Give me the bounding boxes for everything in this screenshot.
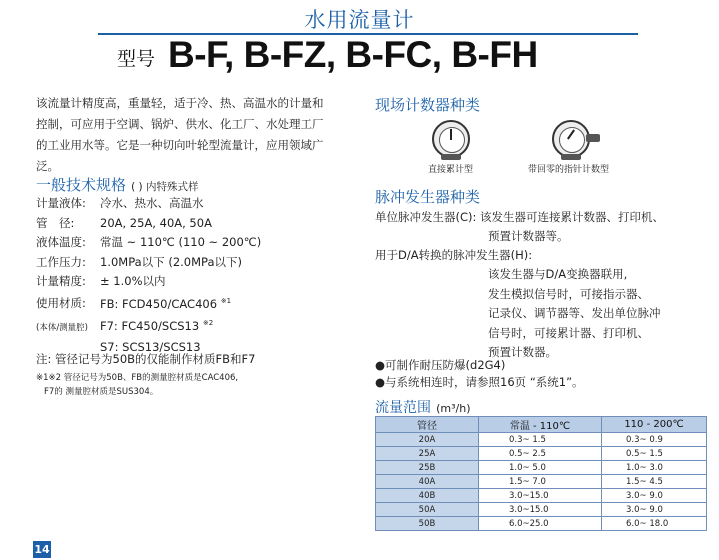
table-row (376, 461, 707, 475)
spec-value: FB: FCD450/CAC406 (100, 296, 218, 311)
model-prefix: 型号 (117, 48, 156, 70)
spec-row (36, 272, 261, 292)
table-cell: 40B (376, 489, 479, 503)
spec-label: (本体/测量腔) (36, 322, 88, 333)
flow-heading-row (375, 397, 470, 417)
spec-label: 管 径: (36, 215, 75, 230)
table-cell: 1.0~ 3.0 (602, 461, 707, 475)
table-header: 常温 - 110℃ (479, 417, 602, 433)
spec-row (36, 194, 261, 214)
intro-line: 该流量计精度高，重量轻，适于冷、热、高温水的计量和 (36, 96, 324, 110)
intro-line: 的工业用水等。它是一种切向叶轮型流量计，应用领域广 (36, 138, 324, 152)
reset-pointer-gauge-icon (550, 120, 606, 160)
table-cell: 50A (376, 503, 479, 517)
intro-paragraph (36, 93, 348, 177)
table-cell: 25B (376, 461, 479, 475)
table-cell: 0.5~ 2.5 (479, 447, 602, 461)
table-cell: 25A (376, 447, 479, 461)
table-row (376, 517, 707, 531)
table-cell: 3.0~ 9.0 (602, 489, 707, 503)
table-cell: 6.0~25.0 (479, 517, 602, 531)
spec-label: 工作压力: (36, 254, 86, 269)
pulse-bullet: ●与系统相连时，请参照16页 “系统1”。 (375, 375, 584, 389)
page-title: 水用流量计 (304, 8, 415, 32)
spec-row (36, 233, 261, 253)
spec-label: 使用材质: (36, 296, 86, 311)
spec-value: 常温 ~ 110℃ (110 ~ 200℃) (100, 235, 262, 249)
specs-heading: 一般技术规格 (36, 176, 127, 194)
pulse-da-line: 该发生器与D/A变换器联用, (488, 267, 628, 281)
specs-heading-row (36, 174, 198, 195)
table-row (376, 475, 707, 489)
table-header: 管径 (376, 417, 479, 433)
spec-row (36, 214, 261, 234)
pulse-unit-text: 该发生器可连接累计数器、打印机、 (480, 210, 665, 224)
table-header: 110 - 200℃ (602, 417, 707, 433)
spec-value: 20A, 25A, 40A, 50A (100, 215, 212, 230)
pulse-unit-title: 单位脉冲发生器(C): (375, 210, 477, 224)
specs-footnote: F7的 测量腔材质是SUS304。 (44, 387, 159, 397)
pulse-bullet: ●可制作耐压防爆(d2G4) (375, 358, 506, 372)
specs-heading-note: ( ) 内特殊式样 (131, 181, 199, 193)
pulse-heading: 脉冲发生器种类 (375, 188, 481, 206)
flow-unit: (m³/h) (436, 402, 471, 415)
model-name: B-F, B-FZ, B-FC, B-FH (168, 34, 538, 75)
table-cell: 1.5~ 7.0 (479, 475, 602, 489)
table-cell: 3.0~ 9.0 (602, 503, 707, 517)
table-header-row (376, 417, 707, 433)
spec-value: F7: FC450/SCS13 (100, 318, 200, 333)
spec-label: 计量精度: (36, 274, 86, 288)
table-row (376, 489, 707, 503)
intro-line: 泛。 (36, 159, 59, 173)
footnote-mark: ※2 (202, 318, 214, 327)
table-cell: 0.5~ 1.5 (602, 447, 707, 461)
pulse-da-text (488, 265, 661, 363)
table-cell: 3.0~15.0 (479, 489, 602, 503)
pulse-da-line: 记录仪、调节器等、发出单位脉冲 (488, 306, 661, 320)
pulse-da-label: 用于D/A转换的脉冲发生器(H): (375, 248, 533, 262)
spec-row (36, 253, 261, 273)
spec-label: 计量液体: (36, 196, 86, 210)
spec-row (36, 292, 261, 314)
direct-totalizer-gauge-icon (432, 120, 470, 160)
table-cell: 6.0~ 18.0 (602, 517, 707, 531)
footnote-mark: ※1 (220, 296, 232, 305)
spec-value: 1.0MPa以下 (2.0MPa以下) (100, 254, 242, 269)
table-row (376, 503, 707, 517)
pulse-da-line: 信号时，可接累计器、打印机、 (488, 325, 649, 340)
pulse-da-line: 发生模拟信号时，可接指示器、 (488, 286, 649, 301)
table-cell: 3.0~15.0 (479, 503, 602, 517)
counter-heading: 现场计数器种类 (375, 96, 481, 114)
page-number: 14 (34, 543, 50, 556)
table-cell: 1.5~ 4.5 (602, 475, 707, 489)
table-cell: 40A (376, 475, 479, 489)
counter-caption: 直接累计型 (428, 165, 474, 175)
pulse-unit-label (375, 208, 664, 228)
specs-note: 注: 管径记号为50B的仅能制作材质FB和F7 (36, 352, 256, 366)
spec-value: 冷水、热水、高温水 (100, 196, 204, 210)
spec-label: 液体温度: (36, 235, 86, 249)
pulse-da-line: 预置计数器。 (488, 345, 557, 359)
flow-heading: 流量范围 (375, 400, 431, 416)
spec-value: S7: SCS13/SCS13 (100, 340, 201, 355)
specs-footnote: ※1※2 管径记号为50B、FB的测量腔材质是CAC406, (36, 373, 239, 383)
table-cell: 50B (376, 517, 479, 531)
table-cell: 0.3~ 1.5 (479, 433, 602, 447)
table-row (376, 433, 707, 447)
spec-row (36, 314, 261, 338)
table-cell: 0.3~ 0.9 (602, 433, 707, 447)
specs-list (36, 194, 261, 358)
flow-table (375, 416, 707, 531)
counter-caption: 带回零的指针计数型 (528, 165, 610, 175)
table-cell: 1.0~ 5.0 (479, 461, 602, 475)
intro-line: 控制，可应用于空调、锅炉、供水、化工厂、水处理工厂 (36, 117, 324, 131)
table-row (376, 447, 707, 461)
table-cell: 20A (376, 433, 479, 447)
spec-value: ± 1.0%以内 (100, 274, 166, 288)
pulse-unit-text: 预置计数器等。 (488, 229, 569, 243)
